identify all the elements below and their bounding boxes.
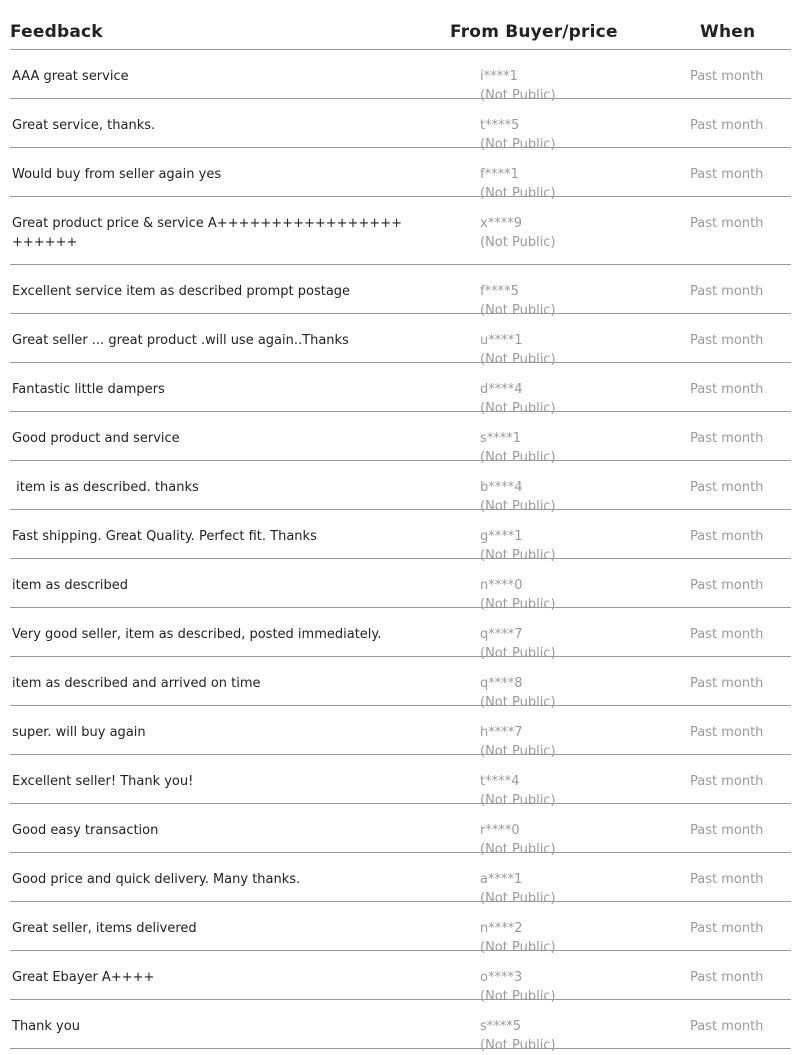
table-row bbox=[10, 853, 791, 906]
table-row bbox=[10, 99, 791, 152]
feedback-comment: Great product price & service A+++++++++++++++++++++++ bbox=[12, 216, 402, 250]
buyer-visibility: (Not Public) bbox=[480, 1038, 556, 1053]
buyer-visibility: (Not Public) bbox=[480, 989, 556, 1004]
feedback-comment: Good price and quick delivery. Many thanks. bbox=[12, 872, 301, 887]
buyer-visibility: (Not Public) bbox=[480, 744, 556, 759]
table-row bbox=[10, 951, 791, 1004]
feedback-when: Past month bbox=[690, 921, 764, 936]
buyer-visibility: (Not Public) bbox=[480, 842, 556, 857]
table-row bbox=[10, 804, 791, 857]
feedback-when: Past month bbox=[690, 431, 764, 446]
buyer-id: n****0 bbox=[480, 578, 523, 593]
feedback-when: Past month bbox=[690, 284, 764, 299]
table-row bbox=[10, 706, 791, 759]
table-row bbox=[10, 902, 791, 955]
feedback-comment: Thank you bbox=[12, 1019, 80, 1034]
feedback-comment: item as described bbox=[12, 578, 129, 593]
feedback-when: Past month bbox=[690, 333, 764, 348]
buyer-id: s****1 bbox=[480, 431, 522, 446]
header-from-buyer-price: From Buyer/price bbox=[450, 22, 618, 42]
feedback-when: Past month bbox=[690, 774, 764, 789]
feedback-when: Past month bbox=[690, 382, 764, 397]
buyer-visibility: (Not Public) bbox=[480, 646, 556, 661]
buyer-visibility: (Not Public) bbox=[480, 597, 556, 612]
buyer-id: n****2 bbox=[480, 921, 523, 936]
table-row bbox=[10, 608, 791, 661]
buyer-visibility: (Not Public) bbox=[480, 88, 556, 103]
feedback-when: Past month bbox=[690, 1019, 764, 1034]
table-row bbox=[10, 461, 791, 514]
table-row bbox=[10, 657, 791, 710]
feedback-when: Past month bbox=[690, 872, 764, 887]
feedback-comment: Excellent seller! Thank you! bbox=[12, 774, 194, 789]
feedback-table bbox=[10, 0, 791, 1053]
buyer-id: g****1 bbox=[480, 529, 523, 544]
buyer-cell bbox=[480, 1017, 556, 1055]
buyer-visibility: (Not Public) bbox=[480, 352, 556, 367]
buyer-id: i****1 bbox=[480, 69, 518, 84]
buyer-visibility: (Not Public) bbox=[480, 401, 556, 416]
buyer-visibility: (Not Public) bbox=[480, 235, 556, 250]
feedback-comment: Excellent service item as described prompt postage bbox=[12, 284, 351, 299]
header-when: When bbox=[700, 22, 756, 42]
buyer-visibility: (Not Public) bbox=[480, 940, 556, 955]
feedback-when: Past month bbox=[690, 216, 764, 231]
buyer-visibility: (Not Public) bbox=[480, 793, 556, 808]
feedback-when: Past month bbox=[690, 529, 764, 544]
feedback-comment: Would buy from seller again yes bbox=[12, 167, 222, 182]
feedback-comment: super. will buy again bbox=[12, 725, 146, 740]
feedback-comment: Fast shipping. Great Quality. Perfect fit. Thanks bbox=[12, 529, 317, 544]
table-row bbox=[10, 314, 791, 367]
buyer-id: h****7 bbox=[480, 725, 523, 740]
table-row bbox=[10, 510, 791, 563]
table-row bbox=[10, 197, 791, 265]
buyer-id: q****8 bbox=[480, 676, 523, 691]
buyer-visibility: (Not Public) bbox=[480, 137, 556, 152]
buyer-visibility: (Not Public) bbox=[480, 695, 556, 710]
buyer-visibility: (Not Public) bbox=[480, 499, 556, 514]
buyer-id: q****7 bbox=[480, 627, 523, 642]
table-row bbox=[10, 1000, 791, 1053]
feedback-comment: item is as described. thanks bbox=[12, 480, 199, 495]
table-row bbox=[10, 363, 791, 416]
feedback-comment: item as described and arrived on time bbox=[12, 676, 261, 691]
feedback-when: Past month bbox=[690, 69, 764, 84]
feedback-comment: AAA great service bbox=[12, 69, 129, 84]
table-header bbox=[10, 0, 791, 50]
feedback-when: Past month bbox=[690, 167, 764, 182]
buyer-visibility: (Not Public) bbox=[480, 450, 556, 465]
feedback-when: Past month bbox=[690, 627, 764, 642]
feedback-comment: Good product and service bbox=[12, 431, 180, 446]
feedback-comment: Fantastic little dampers bbox=[12, 382, 165, 397]
buyer-id: a****1 bbox=[480, 872, 523, 887]
feedback-when: Past month bbox=[690, 118, 764, 133]
buyer-visibility: (Not Public) bbox=[480, 186, 556, 201]
feedback-when: Past month bbox=[690, 970, 764, 985]
table-row bbox=[10, 559, 791, 612]
table-row bbox=[10, 148, 791, 201]
buyer-id: t****4 bbox=[480, 774, 520, 789]
feedback-comment: Very good seller, item as described, posted immediately. bbox=[12, 627, 382, 642]
feedback-when: Past month bbox=[690, 725, 764, 740]
feedback-comment: Great seller, items delivered bbox=[12, 921, 197, 936]
feedback-comment: Good easy transaction bbox=[12, 823, 159, 838]
buyer-visibility: (Not Public) bbox=[480, 303, 556, 318]
feedback-when: Past month bbox=[690, 676, 764, 691]
table-row bbox=[10, 755, 791, 808]
buyer-id: r****0 bbox=[480, 823, 520, 838]
buyer-cell bbox=[480, 214, 556, 252]
table-row bbox=[10, 412, 791, 465]
buyer-id: b****4 bbox=[480, 480, 523, 495]
buyer-id: f****1 bbox=[480, 167, 519, 182]
feedback-when: Past month bbox=[690, 480, 764, 495]
buyer-id: u****1 bbox=[480, 333, 523, 348]
header-feedback: Feedback bbox=[10, 22, 103, 42]
feedback-when: Past month bbox=[690, 578, 764, 593]
table-row bbox=[10, 265, 791, 318]
table-row bbox=[10, 50, 791, 103]
buyer-id: f****5 bbox=[480, 284, 519, 299]
feedback-comment: Great service, thanks. bbox=[12, 118, 156, 133]
buyer-id: d****4 bbox=[480, 382, 523, 397]
buyer-visibility: (Not Public) bbox=[480, 891, 556, 906]
buyer-id: s****5 bbox=[480, 1019, 522, 1034]
buyer-id: o****3 bbox=[480, 970, 523, 985]
feedback-comment: Great Ebayer A++++ bbox=[12, 970, 155, 985]
buyer-id: t****5 bbox=[480, 118, 520, 133]
buyer-visibility: (Not Public) bbox=[480, 548, 556, 563]
feedback-when: Past month bbox=[690, 823, 764, 838]
buyer-id: x****9 bbox=[480, 216, 522, 231]
feedback-comment: Great seller ... great product .will use again..Thanks bbox=[12, 333, 349, 348]
feedback-rows bbox=[10, 50, 791, 1053]
